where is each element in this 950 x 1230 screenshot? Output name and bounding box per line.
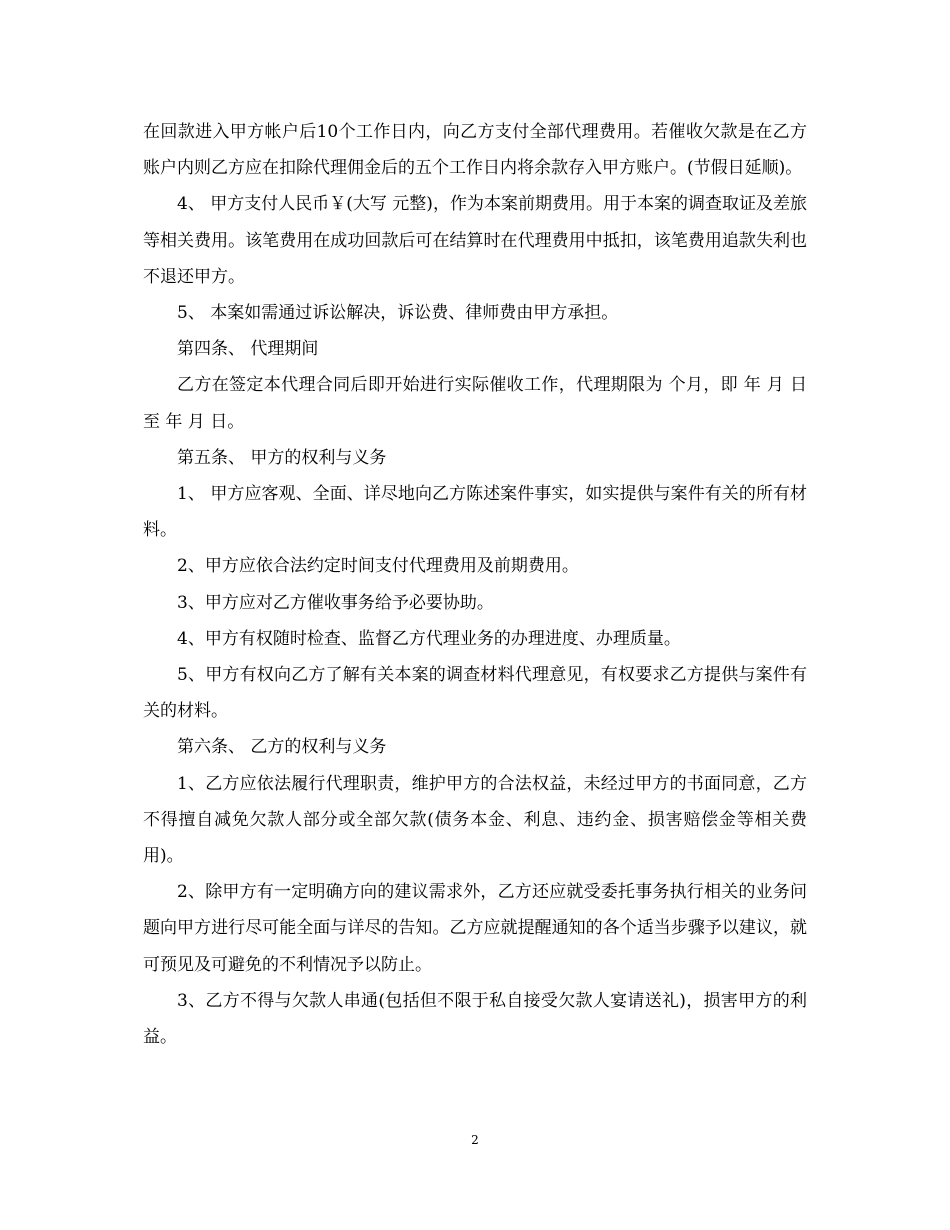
page-number: 2 — [471, 1133, 479, 1147]
heading-article-5: 第五条、 甲方的权利与义务 — [177, 447, 387, 468]
paragraph-party-a-duty-2: 2、甲方应依合法约定时间支付代理费用及前期费用。 — [177, 556, 579, 577]
heading-article-4: 第四条、 代理期间 — [177, 339, 319, 360]
paragraph-agency-period: 乙方在签定本代理合同后即开始进行实际催收工作，代理期限为 个月，即 年 月 日至 年 月 日。 — [143, 375, 807, 432]
paragraph-clause-4-prepaid-fee: 4、 甲方支付人民币￥(大写 元整)，作为本案前期费用。用于本案的调查取证及差旅等相关费用。该笔费用在成功回款后可在结算时在代理费用中抵扣，该笔费用追款失利也不退还甲方。 — [143, 194, 807, 287]
paragraph-party-a-right-4: 4、甲方有权随时检查、监督乙方代理业务的办理进度、办理质量。 — [177, 628, 681, 649]
paragraph-payment-terms: 在回款进入甲方帐户后10个工作日内，向乙方支付全部代理费用。若催收欠款是在乙方账户内则乙方应在扣除代理佣金后的五个工作日内将余款存入甲方账户。(节假日延顺)。 — [143, 122, 807, 179]
paragraph-party-a-duty-3: 3、甲方应对乙方催收事务给予必要协助。 — [177, 592, 494, 613]
paragraph-party-b-duty-2: 2、除甲方有一定明确方向的建议需求外，乙方还应就受委托事务执行相关的业务问题向甲方进行尽可能全面与详尽的告知。乙方应就提醒通知的各个适当步骤予以建议，就可预见及可避免的不利情况予以防止。 — [143, 882, 807, 975]
paragraph-party-b-duty-1: 1、乙方应依法履行代理职责，维护甲方的合法权益，未经过甲方的书面同意，乙方不得擅自减免欠款人部分或全部欠款(债务本金、利息、违约金、损害赔偿金等相关费用)。 — [143, 773, 807, 867]
heading-article-6: 第六条、 乙方的权利与义务 — [177, 737, 387, 758]
document-body — [143, 114, 807, 1055]
paragraph-party-b-duty-3: 3、乙方不得与欠款人串通(包括但不限于私自接受欠款人宴请送礼)，损害甲方的利益。 — [143, 990, 807, 1048]
paragraph-party-a-right-5: 5、甲方有权向乙方了解有关本案的调查材料代理意见，有权要求乙方提供与案件有关的材料。 — [143, 665, 807, 722]
paragraph-party-a-duty-1: 1、 甲方应客观、全面、详尽地向乙方陈述案件事实，如实提供与案件有关的所有材料。 — [143, 484, 807, 541]
paragraph-clause-5-litigation: 5、 本案如需通过诉讼解决，诉讼费、律师费由甲方承担。 — [177, 303, 619, 324]
